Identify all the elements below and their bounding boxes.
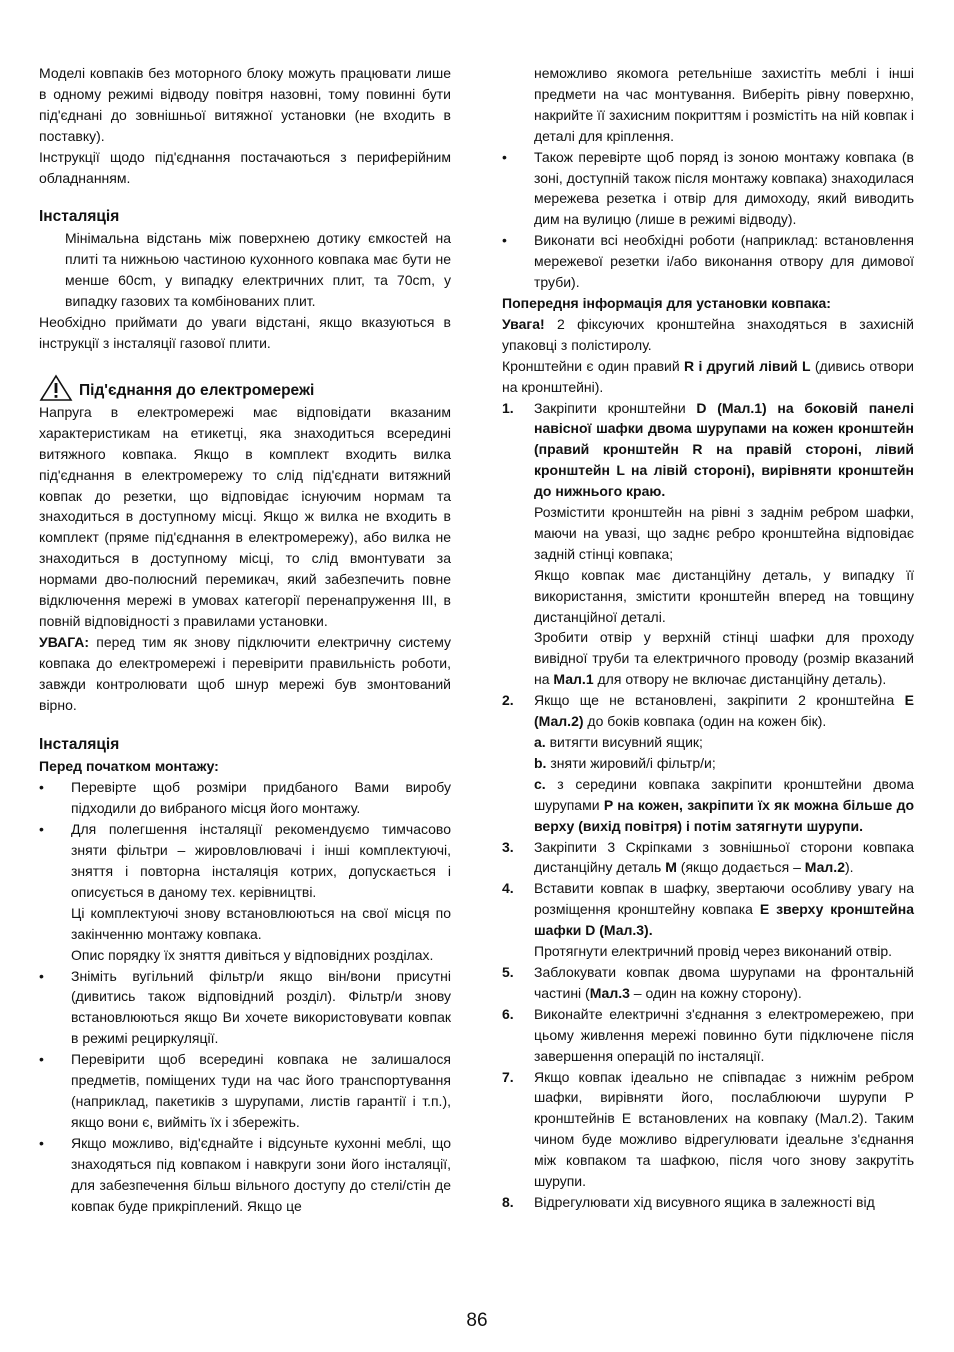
list-item: • Також перевірте щоб поряд із зоною монтажу ковпака (в зоні, доступній також після монтажу ковпака) знаходилася мережева резетка і отвір для димоходу, який виводить дим на вулицю (лише в режимі відводу). bbox=[502, 147, 914, 231]
step-number: 7. bbox=[502, 1068, 514, 1085]
step-text-bold: E зверху кронштейна шафки D (Мал.3). bbox=[534, 901, 915, 939]
substep-label: c. bbox=[534, 775, 546, 792]
list-item: • Для полегшення інсталяції рекомендуємо тимчасово зняти фільтри – жировловлювачі і інші комплектуючі, зняття і повторна інсталяція котрих, допускається і описується в даному тех. керівництві. bbox=[39, 819, 451, 903]
step-text: до боків ковпака (один на кожен бік). bbox=[583, 713, 827, 730]
right-column bbox=[502, 63, 914, 1213]
warning-label: УВАГА: bbox=[39, 633, 90, 650]
step-text-bold: Мал.3 bbox=[589, 984, 630, 1001]
step-number: 1. bbox=[502, 399, 514, 416]
warning-triangle-icon bbox=[39, 374, 73, 402]
heading-electric-connection bbox=[39, 374, 451, 402]
list-item-continuation: неможливо якомога ретельніше захистіть меблі і інші предмети на час монтування. Виберіть рівну поверхню, накрийте її захисним покриттям і розмістіть на ній ковпак і деталі для кріплення. bbox=[534, 65, 914, 144]
attention-text: 2 фіксуючих кронштейна знаходяться в захисній упаковці з полістиролу. bbox=[502, 315, 914, 353]
step-4 bbox=[502, 878, 914, 962]
step-number: 2. bbox=[502, 692, 514, 709]
warning-paragraph bbox=[39, 632, 451, 716]
step-8 bbox=[502, 1192, 914, 1213]
substep-label: a. bbox=[534, 734, 546, 750]
step-text: Протягнути електричний провід через виконаний отвір. bbox=[534, 943, 893, 960]
preliminary-info-heading: Попередня інформація для установки ковпака: bbox=[502, 294, 831, 311]
before-mount-heading: Перед початком монтажу: bbox=[39, 758, 219, 775]
step-text: Вставити ковпак в шафку, звертаючи особливу увагу на розміщення кронштейну ковпака bbox=[534, 880, 914, 918]
page-number: 86 bbox=[466, 1310, 488, 1331]
electric-paragraph: Напруга в електромережі має відповідати вказаним характеристикам на етикетці, яка знаходиться всередині витяжного ковпака. Якщо в комплект входить вилка під'єднання в електромережу то слід під'єднати витяжний ковпак до резетки, що відповідає існуючим нормам та знаходиться в доступному місці. Якщо ж вилка не входить в комплект (пряме під'єднання в електромережу), або вилка не знаходиться в доступному місці, то слід вмонтувати за нормами дво-полюсний перемикач, який забезпечить повне відключення мережі в умовах категорії перенапруження III, в повній відповідності з правилами установки. bbox=[39, 403, 451, 629]
list-item: • Якщо можливо, від'єднайте і відсуньте кухонні меблі, що знаходяться під ковпаком і навкруги зони його інсталяції, для забезпечення більш вільного доступу до стелі/стін де ковпак буде прикріплений. Якщо це bbox=[39, 1133, 451, 1217]
step-2 bbox=[502, 690, 914, 836]
step-number: 5. bbox=[502, 963, 514, 980]
step-number: 3. bbox=[502, 838, 514, 855]
substep-text: зняти жировий/і фільтр/и; bbox=[546, 754, 716, 771]
step-7 bbox=[502, 1067, 914, 1192]
step-text: Заблокувати ковпак двома шурупами на фронтальній частині ( bbox=[534, 963, 914, 1001]
substep-label: b. bbox=[534, 754, 547, 771]
list-item-continuation: Ці комплектуючі знову встановлюються на свої місця по закінченню монтажу ковпака. bbox=[71, 904, 451, 942]
step-number: 6. bbox=[502, 1005, 514, 1022]
step-text: Виконайте електричні з'єднання з електромережею, при цьому живлення мережі повинно бути підключене після завершення операцій по інсталяції. bbox=[534, 1005, 914, 1064]
substep-text: з середини ковпака закріпити кронштейни двома шурупами bbox=[534, 775, 914, 813]
step-text: Зробити отвір у верхній стінці шафки для проходу вивідної труби та електричного проводу (розмір вказаний на bbox=[534, 629, 914, 688]
substep-text-bold: P на кожен, закріпити їх як можна більше до верху (вихід повітря) і потім затягнути шурупи. bbox=[534, 796, 915, 834]
step-text: Якщо ще не встановлені, закріпити 2 кронштейна bbox=[534, 692, 905, 709]
step-6 bbox=[502, 1004, 914, 1067]
left-column bbox=[39, 63, 451, 1216]
step-text: Розмістити кронштейн на рівні з заднім ребром шафки, маючи на увазі, що заднє ребро кронштейна відповідає задній стінці ковпака; bbox=[534, 504, 914, 562]
brackets-paragraph bbox=[502, 356, 914, 398]
heading-installation-1: Інсталяція bbox=[39, 208, 120, 226]
step-text: Закріпити 3 Скріпками з зовнішньої сторони ковпака дистанційну деталь bbox=[534, 838, 914, 876]
substep-text: витягти висувний ящик; bbox=[545, 734, 703, 750]
list-item-continuation: Опис порядку їх зняття дивіться у відповідних розділах. bbox=[71, 946, 434, 963]
attention-label: Увага! bbox=[502, 315, 545, 332]
step-text: Якщо ковпак має дистанційну деталь, у випадку її використання, змістити кронштейн вперед на товщину дистанційної деталі. bbox=[534, 566, 914, 625]
heading-electric-connection-label: Під'єднання до електромережі bbox=[79, 381, 315, 399]
list-item: • Перевірити щоб всередині ковпака не залишалося предметів, поміщених туди на час його транспортування (наприклад, пакетиків з шурупами, листів гарантії і т.п.), якщо вони є, вийміть їх і збережіть. bbox=[39, 1049, 451, 1133]
attention-paragraph bbox=[502, 314, 914, 356]
warning-text: перед тим як знову підключити електричну систему ковпака до електромережі і перевірити правильність роботи, завжди контролювати щоб шнур мережі був змонтований вірно. bbox=[39, 633, 451, 713]
brackets-text: Кронштейни є один правий bbox=[502, 357, 684, 374]
step-text-bold: Мал.2 bbox=[804, 859, 845, 876]
step-3 bbox=[502, 837, 914, 879]
step-text-bold: Мал.1 bbox=[553, 671, 594, 688]
heading-installation-2: Інсталяція bbox=[39, 736, 120, 754]
step-text-bold: M bbox=[665, 859, 677, 876]
list-item: • Перевірте щоб розміри придбаного Вами виробу підходили до вибраного місця його монтажу. bbox=[39, 777, 451, 819]
brackets-text-end: (дивись отвори на кронштейні). bbox=[502, 357, 914, 395]
step-text-bold: D (Мал.1) на боковій панелі навісної шафки двома шурупами на кожен кронштейн (правий кронштейн R на правій стороні, лівий кронштейн L на лівій стороні), вирівняти кронштейн до нижнього краю. bbox=[534, 399, 914, 500]
installation-distance-text: Мінімальна відстань між поверхнею дотику ємкостей на плиті та нижньою частиною кухонного ковпака має бути не менше 60cm, у випадку електричних плит, та 70cm, у випадку газових та комбінованих плит. bbox=[65, 230, 451, 310]
step-text-bold: E (Мал.2) bbox=[534, 692, 914, 730]
step-number: 8. bbox=[502, 1193, 514, 1210]
step-text: – один на кожну сторону). bbox=[629, 984, 802, 1001]
step-5 bbox=[502, 962, 914, 1004]
list-item: • Виконати всі необхідні роботи (наприклад: встановлення мережевої резетки і/або виконання отвору для димової труби). bbox=[502, 230, 914, 293]
step-text: Відрегулювати хід висувного ящика в залежності від bbox=[534, 1193, 875, 1210]
installation-note: Необхідно приймати до уваги відстані, якщо вказуються в інструкції з інсталяції газової плити. bbox=[39, 314, 451, 351]
step-text: ). bbox=[845, 859, 854, 876]
brackets-bold: R і другий лівий L bbox=[684, 357, 811, 374]
step-text: Якщо ковпак ідеально не співпадає з нижнім ребром шафки, вирівняти його, послаблюючи шурупи P кронштейнів E встановлених на ковпаку (Мал.2). Таким чином буде можливо відрегулювати ідеальне з'єднання між ковпаком та шафкою, після чого знову закрутіть шурупи. bbox=[534, 1068, 914, 1190]
step-number: 4. bbox=[502, 880, 514, 897]
list-item: • Зніміть вугільний фільтр/и якщо він/вони присутні (дивитись також відповідний розділ). Фільтр/и знову встановлюються якщо Ви хочете використовувати ковпак в режимі рециркуляції. bbox=[39, 966, 451, 1050]
step-text: (якщо додається – bbox=[676, 859, 805, 876]
step-1 bbox=[502, 398, 914, 691]
step-text: для отвору не включає дистанційну деталь). bbox=[593, 671, 887, 688]
step-text: Закріпити кронштейни bbox=[534, 399, 697, 416]
intro-paragraph-2: Інструкції щодо під'єднання постачаються з периферійним обладнанням. bbox=[39, 148, 451, 186]
intro-paragraph: Моделі ковпаків без моторного блоку можуть працювати лише в одному режимі відводу повітря назовні, тому повинні бути під'єднані до зовнішньої витяжної установки (не входить в поставку). bbox=[39, 65, 451, 144]
